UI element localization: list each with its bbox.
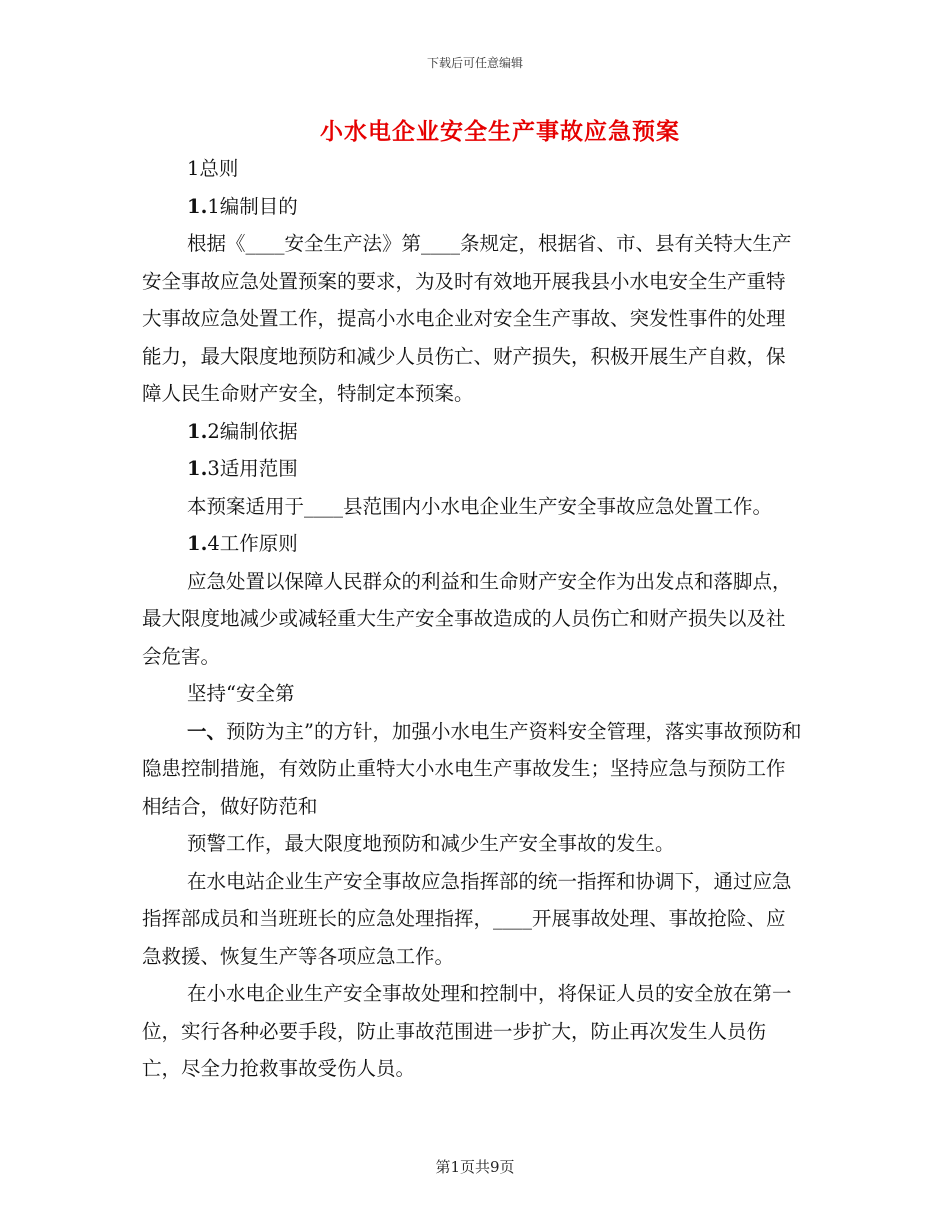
section-number: 1.	[187, 419, 208, 443]
document-body	[142, 150, 802, 1088]
section-heading-1: 1总则	[187, 157, 239, 180]
paragraph-prevention	[142, 713, 802, 826]
section-number: 1.	[187, 457, 208, 480]
section-heading-text: 4工作原则	[207, 532, 298, 555]
page-footer: 第1页共9页	[435, 1158, 515, 1176]
paragraph-safety-first: 坚持“安全第	[187, 682, 295, 705]
document-title: 小水电企业安全生产事故应急预案	[320, 118, 680, 145]
section-number: 1.	[187, 532, 208, 555]
paragraph-scope: 本预案适用于____县范围内小水电企业生产安全事故应急处置工作。	[187, 494, 773, 518]
paragraph-lead: 一、	[187, 719, 227, 743]
paragraph-purpose: 根据《____安全生产法》第____条规定，根据省、市、县有关特大生产安全事故应急处置预案的要求，为及时有效地开展我县小水电安全生产重特大事故应急处置工作，提高小水电企业对安全生产事故、突发性事件的处理能力，最大限度地预防和减少人员伤亡、财产损失，积极开展生产自救，保障人民生命财产安全，特制定本预案。	[142, 232, 792, 405]
section-heading-1-4	[142, 525, 802, 563]
paragraph-warning: 预警工作，最大限度地预防和减少生产安全事故的发生。	[187, 832, 675, 855]
paragraph-principle: 应急处置以保障人民群众的利益和生命财产安全作为出发点和落脚点，最大限度地减少或减轻重大生产安全事故造成的人员伤亡和财产损失以及社会危害。	[142, 569, 792, 668]
section-number: 1.	[187, 194, 208, 218]
paragraph-command: 在水电站企业生产安全事故应急指挥部的统一指挥和协调下，通过应急指挥部成员和当班班长的应急处理指挥，____开展事故处理、事故抢险、应急救援、恢复生产等各项应急工作。	[142, 869, 792, 968]
section-heading-text: 1编制目的	[207, 194, 298, 218]
paragraph-text: 预防为主”的方针，加强小水电生产资料安全管理，落实事故预防和隐患控制措施，有效防止重特大小水电生产事故发生；坚持应急与预防工作相结合，做好防范和	[142, 719, 802, 818]
section-heading-text: 2编制依据	[207, 419, 298, 443]
paragraph-personnel-safety: 在小水电企业生产安全事故处理和控制中，将保证人员的安全放在第一位，实行各种必要手段，防止事故范围进一步扩大，防止再次发生人员伤亡，尽全力抢救事故受伤人员。	[142, 982, 792, 1080]
section-heading-text: 3适用范围	[207, 457, 298, 480]
section-heading-1-1	[142, 188, 802, 226]
section-heading-1-2	[142, 413, 802, 451]
header-note: 下载后可任意编辑	[426, 56, 523, 70]
section-heading-1-3	[142, 450, 802, 488]
